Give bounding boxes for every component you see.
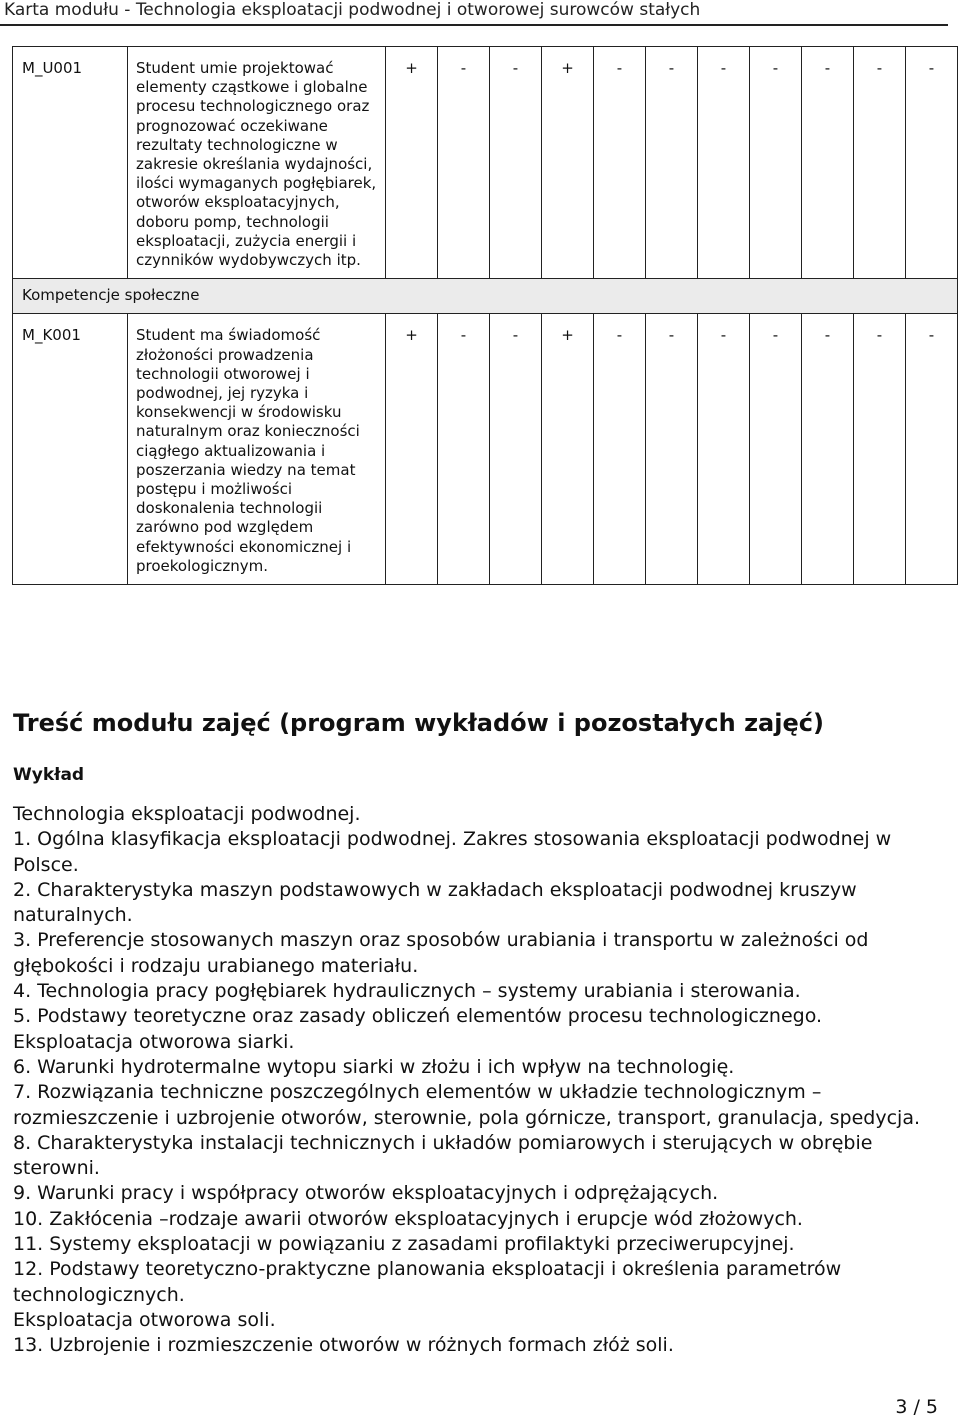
- content-paragraph: 11. Systemy eksploatacji w powiązaniu z zasadami profilaktyki przeciwerupcyjnej.: [13, 1233, 795, 1256]
- content-paragraph: 1. Ogólna klasyfikacja eksploatacji podwodnej. Zakres stosowania eksploatacji podwodnej w Polsce.: [13, 828, 892, 876]
- content-paragraph: 5. Podstawy teoretyczne oraz zasady obliczeń elementów procesu technologicznego.: [13, 1005, 823, 1028]
- outcome-mark: -: [490, 47, 542, 279]
- header-divider: [0, 24, 948, 26]
- module-content: [13, 706, 943, 1359]
- outcome-mark: +: [542, 314, 594, 585]
- outcome-mark: -: [802, 314, 854, 585]
- table-row: [13, 314, 958, 585]
- outcome-mark: -: [646, 47, 698, 279]
- outcome-mark: -: [750, 47, 802, 279]
- content-paragraph: 6. Warunki hydrotermalne wytopu siarki w złożu i ich wpływ na technologię.: [13, 1055, 735, 1078]
- page-number: 3 / 5: [895, 1396, 938, 1418]
- outcome-mark: -: [906, 47, 958, 279]
- outcome-mark: +: [386, 314, 438, 585]
- outcome-mark: -: [802, 47, 854, 279]
- lecture-heading: Wykład: [13, 765, 85, 785]
- section-heading: Treść modułu zajęć (program wykładów i pozostałych zajęć): [13, 709, 824, 737]
- section-label: Kompetencje społeczne: [13, 279, 958, 314]
- outcome-mark: -: [438, 47, 490, 279]
- table-row: [13, 47, 958, 279]
- content-paragraph: 13. Uzbrojenie i rozmieszczenie otworów w różnych formach złóż soli.: [13, 1334, 674, 1357]
- document-title: Karta modułu - Technologia eksploatacji podwodnej i otworowej surowców stałych: [4, 0, 701, 20]
- outcome-mark: +: [386, 47, 438, 279]
- content-paragraph: 8. Charakterystyka instalacji technicznych i układów pomiarowych i sterujących w obrębie sterowni.: [13, 1131, 873, 1180]
- content-paragraph: 7. Rozwiązania techniczne poszczególnych elementów w układzie technologicznym – rozmieszczenie i uzbrojenie otworów, sterownie, pola górnicze, transport, granulacja, spedycja.: [13, 1081, 921, 1129]
- content-paragraph: 10. Zakłócenia –rodzaje awarii otworów eksploatacyjnych i erupcje wód złożowych.: [13, 1207, 803, 1230]
- content-paragraph: Technologia eksploatacji podwodnej.: [13, 803, 361, 825]
- outcome-mark: -: [594, 47, 646, 279]
- outcome-mark: -: [854, 314, 906, 585]
- table-section-header: [13, 279, 958, 314]
- outcome-mark: -: [490, 314, 542, 585]
- outcome-code: M_K001: [13, 314, 128, 585]
- outcome-mark: +: [542, 47, 594, 279]
- content-paragraph: Eksploatacja otworowa soli.: [13, 1308, 276, 1331]
- outcome-mark: -: [594, 314, 646, 585]
- outcome-code: M_U001: [13, 47, 128, 279]
- page-header: [0, 0, 960, 24]
- content-paragraph: 4. Technologia pracy pogłębiarek hydraulicznych – systemy urabiania i sterowania.: [13, 980, 801, 1003]
- content-paragraph: Eksploatacja otworowa siarki.: [13, 1030, 295, 1053]
- content-paragraph: 9. Warunki pracy i współpracy otworów eksploatacyjnych i odprężających.: [13, 1182, 719, 1205]
- outcome-mark: -: [438, 314, 490, 585]
- content-paragraph: 2. Charakterystyka maszyn podstawowych w zakładach eksploatacji podwodnej kruszyw naturalnych.: [13, 878, 857, 927]
- outcome-mark: -: [698, 314, 750, 585]
- outcome-mark: -: [906, 314, 958, 585]
- outcome-mark: -: [646, 314, 698, 585]
- content-paragraph: 12. Podstawy teoretyczno-praktyczne planowania eksploatacji i określenia parametrów technologicznych.: [13, 1258, 842, 1306]
- outcome-mark: -: [854, 47, 906, 279]
- outcome-description: Student umie projektować elementy cząstkowe i globalne procesu technologicznego oraz prognozować oczekiwane rezultaty technologiczne w zakresie określania wydajności, ilości wymaganych pogłębiarek, otworów eksploatacyjnych, doboru pomp, technologii eksploatacji, zużycia energii i czynników wydobywczych itp.: [128, 47, 386, 279]
- learning-outcomes-table: [12, 46, 958, 585]
- outcome-description: Student ma świadomość złożoności prowadzenia technologii otworowej i podwodnej, jej ryzyka i konsekwencji w środowisku naturalnym oraz konieczności ciągłego aktualizowania i poszerzania wiedzy na temat postępu i możliwości doskonalenia technologii zarówno pod względem efektywności ekonomicznej i proekologicznym.: [128, 314, 386, 585]
- outcome-mark: -: [698, 47, 750, 279]
- content-paragraph: 3. Preferencje stosowanych maszyn oraz sposobów urabiania i transportu w zależności od głębokości i rodzaju urabianego materiału.: [13, 929, 869, 977]
- outcome-mark: -: [750, 314, 802, 585]
